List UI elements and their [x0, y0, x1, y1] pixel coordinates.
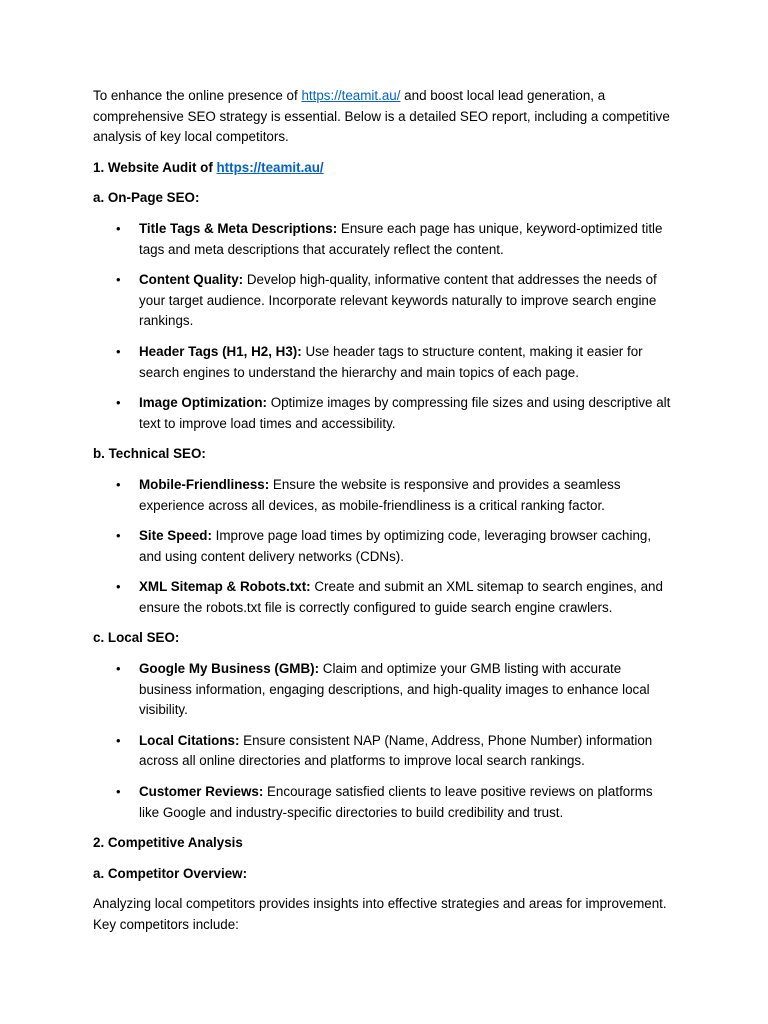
- list-item-term: Content Quality:: [139, 272, 244, 288]
- list-item-text: Ensure consistent NAP (Name, Address, Phone Number) information across all online directories and platforms to improve local search rankings.: [139, 732, 653, 769]
- list-item-text: Ensure the website is responsive and provides a seamless experience across all devices, as mobile-friendliness is a critical ranking factor.: [139, 476, 621, 513]
- list-item: [93, 782, 676, 823]
- list-item-term: Local Citations:: [139, 732, 240, 748]
- list-item-term: Site Speed:: [139, 528, 212, 544]
- list-item-text: Encourage satisfied clients to leave positive reviews on platforms like Google and industry-specific directories to build credibility and trust.: [139, 784, 653, 820]
- bullet-icon: •: [116, 579, 121, 595]
- list-item: [93, 219, 676, 260]
- list-item-text: Ensure each page has unique, keyword-optimized title tags and meta descriptions that accurately reflect the content.: [139, 220, 663, 257]
- technical-heading: b. Technical SEO:: [93, 446, 206, 462]
- section-2-title: 2. Competitive Analysis: [93, 835, 243, 851]
- bullet-icon: •: [116, 661, 121, 677]
- onpage-heading: a. On-Page SEO:: [93, 190, 200, 206]
- bullet-icon: •: [116, 220, 121, 236]
- intro-text-after: and boost local lead generation, a comprehensive SEO strategy is essential. Below is a detailed SEO report, including a competitive analysis of key local competitors.: [93, 88, 670, 145]
- list-item: [93, 659, 676, 721]
- list-item-term: Mobile-Friendliness:: [139, 476, 270, 492]
- list-item-term: Google My Business (GMB):: [139, 661, 320, 677]
- list-item-text: Claim and optimize your GMB listing with accurate business information, engaging descriptions, and high-quality images to enhance local visibility.: [139, 661, 650, 718]
- intro-text-before: To enhance the online presence of: [93, 88, 302, 103]
- list-item-term: XML Sitemap & Robots.txt:: [139, 579, 311, 595]
- bullet-icon: •: [116, 343, 121, 359]
- section-1-title-link[interactable]: https://teamit.au/: [216, 159, 324, 175]
- list-item-term: Image Optimization:: [139, 395, 267, 411]
- section-1-title-text: 1. Website Audit of: [93, 159, 217, 175]
- section-1-title: [93, 158, 676, 179]
- bullet-icon: •: [116, 732, 121, 748]
- local-heading: c. Local SEO:: [93, 630, 180, 646]
- competitor-overview-heading: a. Competitor Overview:: [93, 865, 248, 881]
- bullet-icon: •: [116, 476, 121, 492]
- intro-link[interactable]: https://teamit.au/: [301, 88, 401, 103]
- list-item-text: Use header tags to structure content, making it easier for search engines to understand the hierarchy and main topics of each page.: [139, 343, 643, 380]
- bullet-icon: •: [116, 272, 121, 288]
- list-item: [93, 342, 676, 383]
- list-item: [93, 526, 676, 567]
- list-item: [93, 475, 676, 516]
- list-item-text: Create and submit an XML sitemap to search engines, and ensure the robots.txt file is correctly configured to guide search engine crawlers.: [139, 579, 663, 615]
- bullet-icon: •: [116, 395, 121, 411]
- technical-list: [93, 475, 676, 619]
- list-item: [93, 731, 676, 772]
- list-item-text: Improve page load times by optimizing code, leveraging browser caching, and using content delivery networks (CDNs).: [139, 528, 652, 564]
- list-item-term: Header Tags (H1, H2, H3):: [139, 343, 302, 359]
- bullet-icon: •: [116, 528, 121, 544]
- bullet-icon: •: [116, 784, 121, 800]
- list-item: [93, 393, 676, 434]
- onpage-list: [93, 219, 676, 434]
- list-item: [93, 270, 676, 332]
- competitor-overview-paragraph: Analyzing local competitors provides insights into effective strategies and areas for improvement. Key competitors include:: [93, 896, 667, 932]
- list-item-term: Title Tags & Meta Descriptions:: [139, 220, 338, 236]
- local-list: [93, 659, 676, 823]
- list-item-text: Develop high-quality, informative content that addresses the needs of your target audience. Incorporate relevant keywords naturally to improve search engine rankings.: [139, 272, 657, 329]
- list-item-text: Optimize images by compressing file sizes and using descriptive alt text to improve load times and accessibility.: [139, 395, 671, 431]
- intro-paragraph: [93, 86, 676, 148]
- list-item-term: Customer Reviews:: [139, 784, 264, 800]
- list-item: [93, 577, 676, 618]
